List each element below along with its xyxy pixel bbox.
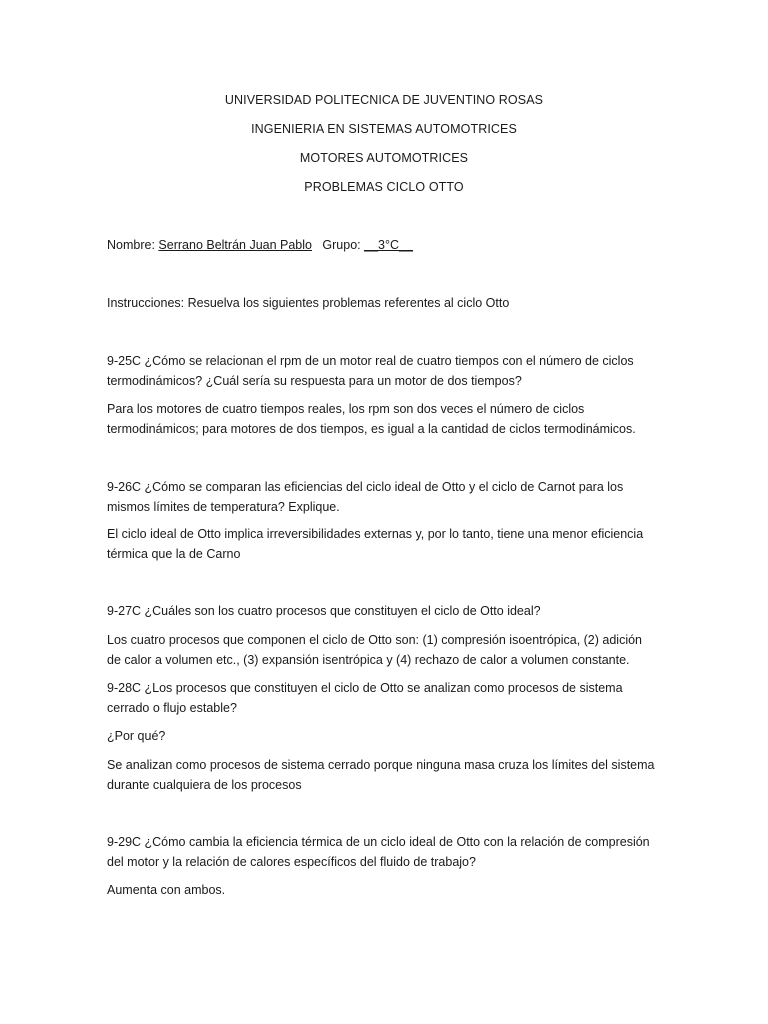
answer-line: Para los motores de cuatro tiempos reales, los rpm son dos veces el número de ciclos [107,402,585,416]
answer-line: El ciclo ideal de Otto implica irreversibilidades externas y, por lo tanto, tiene una menor eficiencia [107,527,644,541]
question-line: mismos límites de temperatura? Explique. [107,499,340,514]
question-line: cerrado o flujo estable? [107,700,237,715]
question-9-26c [107,478,667,517]
sub-question-9-28c: ¿Por qué? [107,729,166,743]
question-line: 9-29C ¿Cómo cambia la eficiencia térmica de un ciclo ideal de Otto con la relación de compresión [107,835,650,849]
question-line: 9-26C ¿Cómo se comparan las eficiencias del ciclo ideal de Otto y el ciclo de Carnot para los [107,480,624,494]
program-name: INGENIERIA EN SISTEMAS AUTOMOTRICES [251,122,517,136]
answer-line: Se analizan como procesos de sistema cerrado porque ninguna masa cruza los límites del sistema [107,758,655,772]
question-9-25c [107,352,667,391]
question-9-29c [107,833,667,872]
answer-9-26c [107,525,667,564]
group-value: __3°C__ [364,238,413,252]
answer-line: Los cuatro procesos que componen el ciclo de Otto son: (1) compresión isoentrópica, (2) adición [107,633,643,647]
answer-line: termodinámicos; para motores de dos tiempos, es igual a la cantidad de ciclos termodinámicos. [107,421,636,436]
answer-9-27c [107,631,667,670]
document-title: PROBLEMAS CICLO OTTO [304,180,464,194]
question-line: 9-27C ¿Cuáles son los cuatro procesos que constituyen el ciclo de Otto ideal? [107,604,541,618]
answer-line: durante cualquiera de los procesos [107,777,302,792]
question-line: termodinámicos? ¿Cuál sería su respuesta para un motor de dos tiempos? [107,373,522,388]
group-label: Grupo: [322,238,361,252]
student-line [107,236,667,256]
instructions: Instrucciones: Resuelva los siguientes problemas referentes al ciclo Otto [107,296,510,310]
answer-9-28c [107,756,667,795]
name-label: Nombre: [107,238,155,252]
course-name: MOTORES AUTOMOTRICES [299,151,469,165]
answer-line: de calor a volumen etc., (3) expansión isentrópica y (4) rechazo de calor a volumen constante. [107,652,630,667]
question-line: 9-25C ¿Cómo se relacionan el rpm de un motor real de cuatro tiempos con el número de ciclos [107,354,634,368]
question-line: del motor y la relación de calores específicos del fluido de trabajo? [107,854,476,869]
question-9-27c [107,602,667,622]
answer-9-29c [107,881,667,901]
question-line: 9-28C ¿Los procesos que constituyen el ciclo de Otto se analizan como procesos de sistema [107,681,623,695]
answer-9-25c [107,400,667,439]
answer-line: térmica que la de Carno [107,546,241,561]
question-9-28c [107,679,667,718]
university-name: UNIVERSIDAD POLITECNICA DE JUVENTINO ROSAS [224,93,544,107]
answer-line: Aumenta con ambos. [107,883,226,897]
student-name: Serrano Beltrán Juan Pablo [158,238,312,252]
